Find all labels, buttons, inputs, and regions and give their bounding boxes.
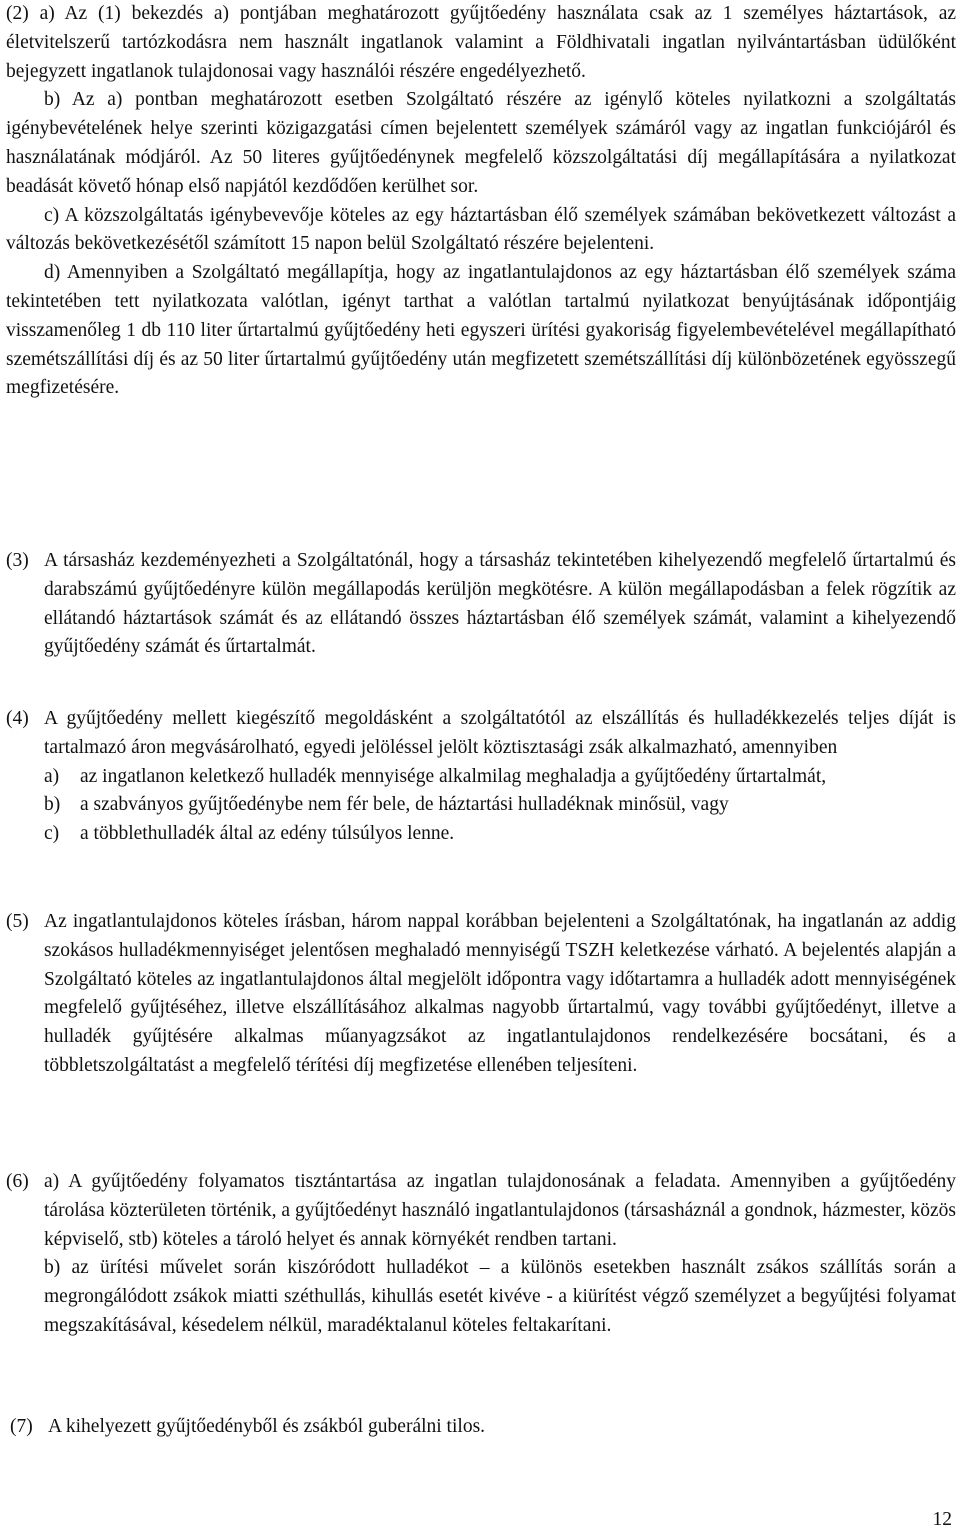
paragraph-2-b: b) Az a) pontban meghatározott esetben Szolgáltató részére az igénylő köteles nyilatkozni a szolgáltatás igénybevételének helye szerinti közigazgatási címen bejelentett személyek számáról vagy az ingatlan funkciójáról és használatának módjáról. Az 50 literes gyűjtőedénynek megfelelő közszolgáltatási díj megállapítására a nyilatkozat beadását követő hónap első napjától kezdődően kerülhet sor. [6,89,956,197]
paragraph-number: (7) [10,1416,33,1437]
paragraph-7 [10,1413,960,1442]
paragraph-number: (3) [6,550,29,571]
paragraph-number: (5) [6,911,29,932]
paragraph-6 [6,1168,956,1341]
paragraph-6-a: a) A gyűjtőedény folyamatos tisztántartása az ingatlan tulajdonosának a feladata. Amennyiben a gyűjtőedény tárolása közterületen történik, a gyűjtőedényt használó ingatlantulajdonos (társasháznál a gondnok, házmester, közös képviselő, stb) köteles a tároló helyet és annak környékét rendben tartani. [44,1171,956,1250]
list-item: a) az ingatlanon keletkező hulladék mennyisége alkalmilag meghaladja a gyűjtőedény űrtartalmát, [44,765,827,787]
list-item: b) a szabványos gyűjtőedénybe nem fér bele, de háztartási hulladéknak minősül, vagy [44,794,729,816]
paragraph-4 [6,705,956,849]
paragraph-2 [6,0,956,403]
paragraph-5 [6,908,956,1081]
paragraph-number: (6) [6,1171,29,1192]
paragraph-3-text: A társasház kezdeményezheti a Szolgáltatónál, hogy a társasház tekintetében kihelyezendő megfelelő űrtartalmú és darabszámú gyűjtőedényre külön megállapodás kerüljön megkötésre. A külön megállapodásban a felek rögzítik az ellátandó háztartások számát és az ellátandó összes háztartásban élő személyek számát, valamint a kihelyezendő gyűjtőedény számát és űrtartalmát. [44,550,956,658]
paragraph-number: (4) [6,708,29,729]
list-item: c) a többlethulladék által az edény túlsúlyos lenne. [44,823,455,845]
paragraph-7-text: A kihelyezett gyűjtőedényből és zsákból guberálni tilos. [48,1416,486,1437]
paragraph-3 [6,547,956,662]
paragraph-4-text: A gyűjtőedény mellett kiegészítő megoldásként a szolgáltatótól az elszállítás és hulladékkezelés teljes díját is tartalmazó áron megvásárolható, egyedi jelöléssel jelölt köztisztasági zsák alkalmazható, amennyiben [44,708,956,758]
paragraph-2-c: c) A közszolgáltatás igénybevevője köteles az egy háztartásban élő személyek számában bekövetkezett változást a változás bekövetkezésétől számított 15 napon belül Szolgáltató részére bejelenteni. [6,204,956,255]
paragraph-number: (2) [6,3,29,24]
paragraph-6-b: b) az ürítési művelet során kiszóródott hulladékot – a különös esetekben használt zsákos szállítás során a megrongálódott zsákok miatti széthullás, kihullás esetét kivéve - a kiürítést végző személyzet a begyűjtési folyamat megszakításával, késedelem nélkül, maradéktalanul köteles feltakarítani. [44,1257,956,1336]
paragraph-2-a: a) Az (1) bekezdés a) pontjában meghatározott gyűjtőedény használata csak az 1 személyes háztartások, az életvitelszerű tartózkodásra nem használt ingatlanok valamint a Földhivatali ingatlan nyilvántartásban üdülőként bejegyzett ingatlanok tulajdonosai vagy használói részére engedélyezhető. [6,3,957,82]
paragraph-5-text: Az ingatlantulajdonos köteles írásban, három nappal korábban bejelenteni a Szolgáltatónak, ha ingatlanán az addig szokásos hulladékmennyiséget jelentősen meghaladó mennyiségű TSZH keletkezése várható. A bejelentés alapján a Szolgáltató köteles az ingatlantulajdonos által megjelölt időpontra vagy időtartamra a hulladék adott mennyiségének megfelelő gyűjtéséhez, illetve elszállításához alkalmas nagyobb űrtartalmú, vagy további gyűjtőedényt, illetve a hulladék gyűjtésére alkalmas műanyagzsákot az ingatlantulajdonos rendelkezésére bocsátani, és a többletszolgáltatást a megfelelő térítési díj megfizetése ellenében teljesíteni. [44,911,956,1076]
paragraph-2-d: d) Amennyiben a Szolgáltató megállapítja, hogy az ingatlantulajdonos az egy háztartásban élő személyek száma tekintetében tett nyilatkozata valótlan, igényt tarthat a valótlan tartalmú nyilatkozat benyújtásának időpontjáig visszamenőleg 1 db 110 liter űrtartalmú gyűjtőedény heti egyszeri ürítési gyakoriság figyelembevételével megállapítható szemétszállítási díj és az 50 liter űrtartalmú gyűjtőedény után megfizetett szemétszállítási díj különbözetének egyösszegű megfizetésére. [6,262,956,399]
page-number: 12 [932,1509,952,1530]
